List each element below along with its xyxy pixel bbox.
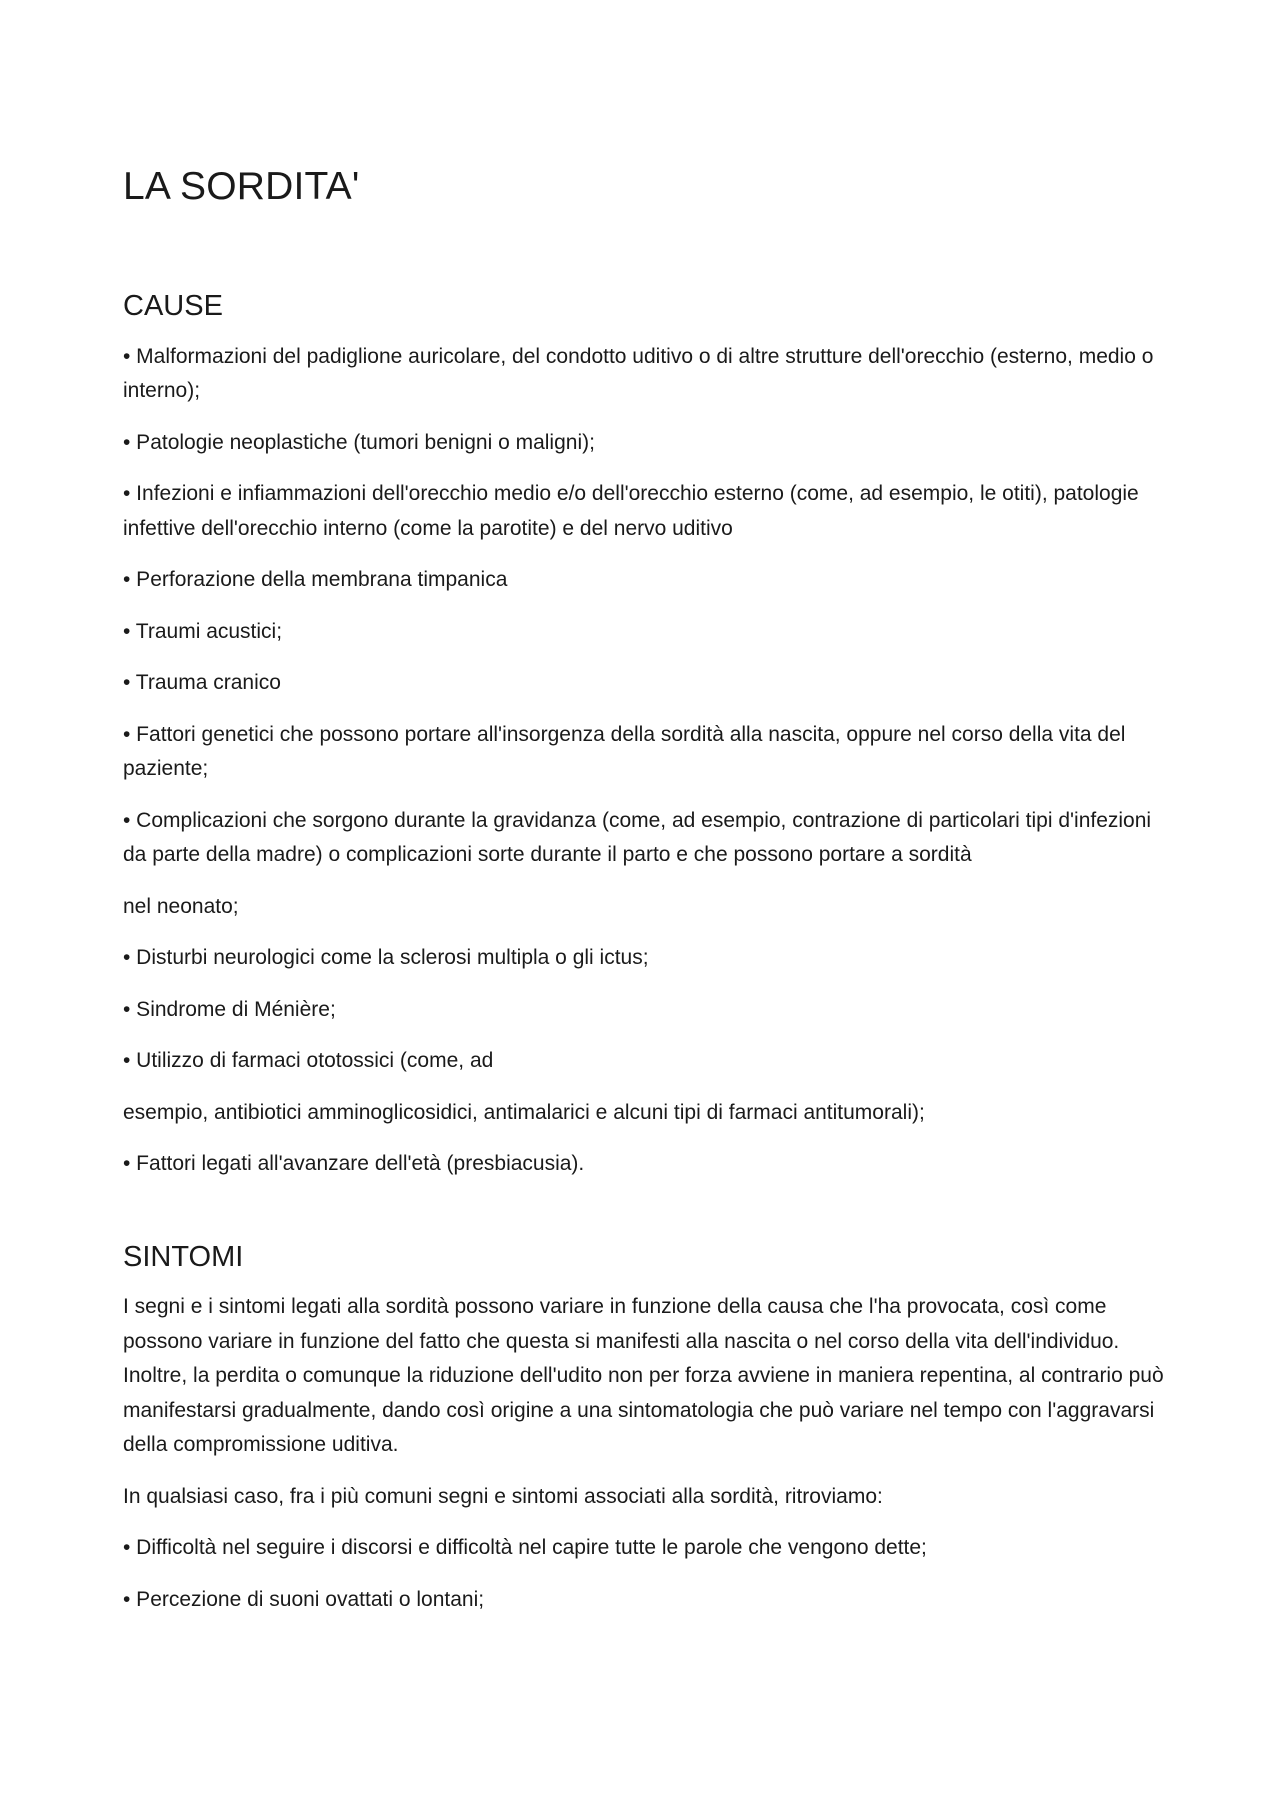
cause-item: • Patologie neoplastiche (tumori benigni o maligni);: [123, 430, 595, 454]
cause-item: nel neonato;: [123, 894, 239, 918]
cause-item: • Malformazioni del padiglione auricolare, del condotto uditivo o di altre strutture dell'orecchio (esterno, medio o interno);: [123, 344, 1154, 403]
sintomi-item: • Percezione di suoni ovattati o lontani;: [123, 1587, 485, 1611]
sintomi-paragraph: I segni e i sintomi legati alla sordità possono variare in funzione della causa che l'ha provocata, così come possono variare in funzione del fatto che questa si manifesti alla nascita o nel corso della vita dell'individuo. Inoltre, la perdita o comunque la riduzione dell'udito non per forza avviene in maniera repentina, al contrario può manifestarsi gradualmente, dando così origine a una sintomatologia che può variare nel tempo con l'aggravarsi della compromissione uditiva.: [123, 1295, 1164, 1457]
cause-item: • Traumi acustici;: [123, 619, 283, 643]
sintomi-section: [123, 1240, 1173, 1618]
cause-item: • Trauma cranico: [123, 671, 281, 695]
sintomi-paragraph: In qualsiasi caso, fra i più comuni segni e sintomi associati alla sordità, ritroviamo:: [123, 1484, 883, 1508]
cause-item: • Perforazione della membrana timpanica: [123, 568, 508, 592]
sintomi-heading: SINTOMI: [123, 1240, 244, 1273]
cause-section: [123, 289, 1173, 1182]
cause-item: • Infezioni e infiammazioni dell'orecchio medio e/o dell'orecchio esterno (come, ad esempio, le otiti), patologie infettive dell'orecchio interno (come la parotite) e del nervo uditivo: [123, 482, 1139, 540]
cause-item: • Fattori genetici che possono portare all'insorgenza della sordità alla nascita, oppure nel corso della vita del paziente;: [123, 722, 1126, 781]
page-title: LA SORDITA': [123, 165, 360, 208]
cause-heading: CAUSE: [123, 289, 223, 322]
cause-item: • Fattori legati all'avanzare dell'età (presbiacusia).: [123, 1152, 585, 1176]
sintomi-item: • Difficoltà nel seguire i discorsi e difficoltà nel capire tutte le parole che vengono dette;: [123, 1536, 927, 1560]
cause-item: • Utilizzo di farmaci ototossici (come, ad: [123, 1049, 494, 1073]
cause-item: esempio, antibiotici amminoglicosidici, antimalarici e alcuni tipi di farmaci antitumorali);: [123, 1100, 925, 1124]
cause-item: • Sindrome di Ménière;: [123, 997, 336, 1021]
cause-item: • Complicazioni che sorgono durante la gravidanza (come, ad esempio, contrazione di particolari tipi d'infezioni da parte della madre) o complicazioni sorte durante il parto e che possono portare a sordità: [123, 808, 1152, 867]
cause-item: • Disturbi neurologici come la sclerosi multipla o gli ictus;: [123, 946, 649, 970]
document-page: [123, 150, 1173, 1634]
